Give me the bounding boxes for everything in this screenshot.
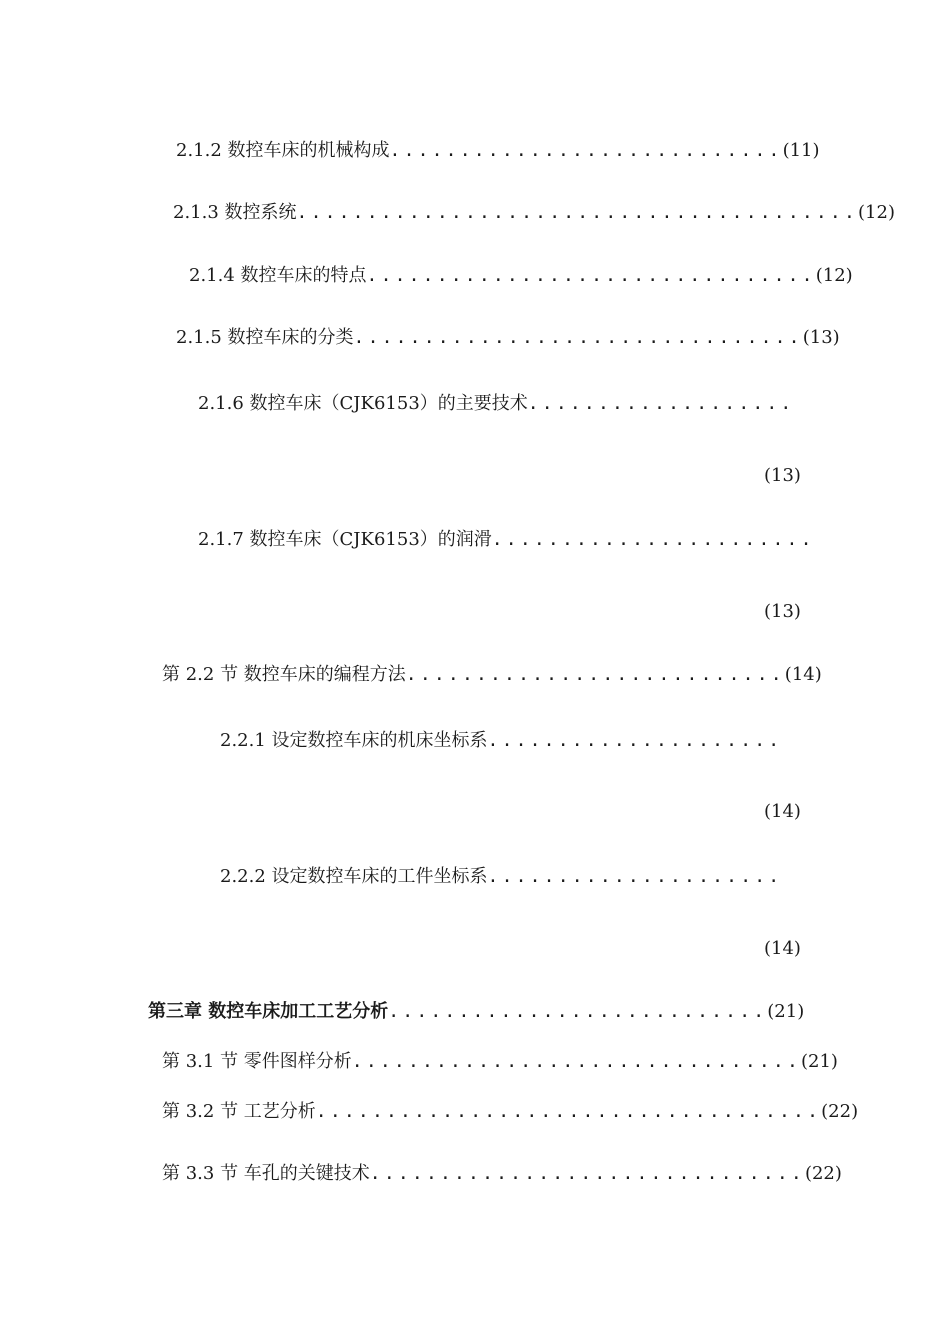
toc-entry-label: 第 2.2 节 数控车床的编程方法 <box>162 664 406 685</box>
toc-page-number: (21) <box>800 1051 838 1072</box>
toc-entry-2-2[interactable] <box>162 663 822 687</box>
toc-page-number: (22) <box>804 1163 842 1184</box>
toc-leader-dots: ....................... <box>491 529 815 550</box>
toc-leader-dots: ........................................ <box>296 202 859 223</box>
toc-entry-label: 2.1.5 数控车床的分类 <box>176 327 354 348</box>
toc-entry-label: 第 3.3 节 车孔的关键技术 <box>162 1163 370 1184</box>
toc-chapter-3[interactable] <box>148 1000 804 1024</box>
toc-entry-2-1-7[interactable] <box>198 528 815 552</box>
toc-entry-label: 2.1.2 数控车床的机械构成 <box>176 140 390 161</box>
toc-entry-3-2[interactable] <box>162 1100 859 1124</box>
toc-leader-dots: ..................... <box>487 866 783 887</box>
toc-entry-label: 2.2.2 设定数控车床的工件坐标系 <box>220 866 488 887</box>
toc-page-number: (13) <box>764 465 801 486</box>
toc-entry-label: 第 3.2 节 工艺分析 <box>162 1101 316 1122</box>
toc-entry-2-2-1[interactable] <box>220 729 803 753</box>
toc-page-number: (21) <box>767 1001 805 1022</box>
toc-entry-2-1-2[interactable] <box>176 139 820 163</box>
toc-leader-dots: .................................... <box>315 1101 822 1122</box>
toc-page-number: (12) <box>858 202 895 223</box>
toc-entry-2-2-2[interactable] <box>220 865 803 889</box>
toc-leader-dots: ............................... <box>369 1163 805 1184</box>
toc-leader-dots: ................................ <box>351 1051 801 1072</box>
toc-chapter-label: 第三章 数控车床加工工艺分析 <box>148 1001 389 1022</box>
toc-page-number: (14) <box>764 801 801 822</box>
toc-entry-2-1-3[interactable] <box>173 201 895 225</box>
toc-leader-dots: ..................... <box>487 730 783 751</box>
toc-entry-label: 2.1.6 数控车床（CJK6153）的主要技术 <box>198 393 528 414</box>
toc-page-number: (13) <box>764 601 801 622</box>
toc-entry-label: 2.2.1 设定数控车床的机床坐标系 <box>220 730 488 751</box>
toc-leader-dots: ................................ <box>366 265 816 286</box>
toc-entry-label: 2.1.4 数控车床的特点 <box>189 265 367 286</box>
toc-leader-dots: ................... <box>527 393 795 414</box>
toc-entry-label: 2.1.7 数控车床（CJK6153）的润滑 <box>198 529 492 550</box>
toc-leader-dots: ........................... <box>405 664 785 685</box>
toc-page-number: (14) <box>784 664 822 685</box>
toc-page-number: (22) <box>821 1101 859 1122</box>
toc-page-number: (13) <box>802 327 840 348</box>
toc-leader-dots: ............................ <box>389 140 783 161</box>
toc-entry-label: 第 3.1 节 零件图样分析 <box>162 1051 352 1072</box>
toc-page-number: (12) <box>815 265 853 286</box>
toc-entry-2-1-5[interactable] <box>176 326 840 350</box>
toc-entry-label: 2.1.3 数控系统 <box>173 202 297 223</box>
toc-entry-3-3[interactable] <box>162 1162 842 1186</box>
toc-entry-2-1-6[interactable] <box>198 392 803 416</box>
toc-entry-2-1-4[interactable] <box>189 264 853 288</box>
toc-page-number: (11) <box>782 140 820 161</box>
toc-leader-dots: ........................... <box>388 1001 768 1022</box>
toc-page-number: (14) <box>764 938 801 959</box>
toc-leader-dots: ................................ <box>353 327 803 348</box>
toc-entry-3-1[interactable] <box>162 1050 838 1074</box>
